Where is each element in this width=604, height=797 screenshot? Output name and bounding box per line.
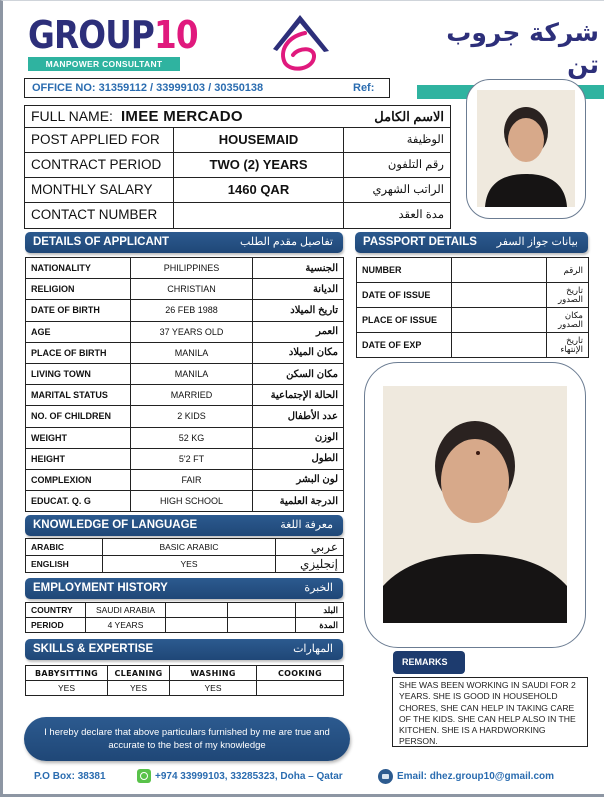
row-label-ar: إنجليزي: [276, 556, 344, 573]
po-box: P.O Box: 38381: [34, 771, 106, 782]
row-label: NUMBER: [357, 258, 452, 283]
employment-row: [26, 618, 344, 633]
declaration-banner: I hereby declare that above particulars furnished by me are true and accurate to the best of my knowledge: [24, 717, 350, 761]
row-value: YES: [103, 556, 276, 573]
group10-logo: [28, 13, 198, 71]
row-value: SAUDI ARABIA: [86, 603, 166, 618]
row-label-ar: الديانة: [253, 279, 344, 300]
row-label-ar: البلد: [296, 603, 344, 618]
skill-header: CLEANING: [108, 666, 170, 681]
details-section-header: DETAILS OF APPLICANT تفاصيل مقدم الطلب: [25, 232, 343, 253]
passport-row: [357, 308, 589, 333]
row-label-ar: الحالة الإجتماعية: [253, 385, 344, 406]
applicant-photo-large: [383, 386, 567, 623]
row-label-ar: تاريخ الصدور: [547, 283, 589, 308]
row-value: [166, 618, 228, 633]
row-label-ar: المدة: [296, 618, 344, 633]
remarks-text: SHE WAS BEEN WORKING IN SAUDI FOR 2 YEARS. SHE IS GOOD IN HOUSEHOLD CHORES, SHE CAN HELP IN TAKING CARE OF THE KIDS. SHE CAN HELP ALSO IN THE KITCHEN. SHE IS A HARDWORKING PERSON.: [392, 677, 588, 747]
language-table: [25, 538, 344, 573]
details-row: [26, 448, 344, 469]
row-value: PHILIPPINES: [131, 258, 253, 279]
passport-row: [357, 258, 589, 283]
row-label-ar: عربي: [276, 539, 344, 556]
row-label: NO. OF CHILDREN: [26, 406, 131, 427]
row-label: LIVING TOWN: [26, 363, 131, 384]
passport-row: [357, 333, 589, 358]
remarks-label: REMARKS: [393, 651, 465, 674]
full-name-label: FULL NAME:: [31, 108, 113, 124]
row-label: DATE OF BIRTH: [26, 300, 131, 321]
details-row: [26, 363, 344, 384]
skills-section-header: SKILLS & EXPERTISE المهارات: [25, 639, 343, 660]
applicant-photo-small: [477, 90, 575, 207]
employment-section-header: EMPLOYMENT HISTORY الخبرة: [25, 578, 343, 599]
skill-header: WASHING: [170, 666, 257, 681]
passport-table: [356, 257, 589, 358]
row-value: [452, 283, 547, 308]
details-row: [26, 342, 344, 363]
row-value: [452, 308, 547, 333]
details-row: [26, 385, 344, 406]
skill-header: COOKING: [257, 666, 344, 681]
row-label: RELIGION: [26, 279, 131, 300]
employment-table: [25, 602, 344, 633]
details-row: [26, 258, 344, 279]
row-value: MARRIED: [131, 385, 253, 406]
row-label: PERIOD: [26, 618, 86, 633]
office-numbers: OFFICE NO: 31359112 / 33999103 / 30350138: [32, 82, 264, 94]
row-label-ar: العمر: [253, 321, 344, 342]
details-row: [26, 279, 344, 300]
row-label: AGE: [26, 321, 131, 342]
passport-section-header: PASSPORT DETAILS بيانات جواز السفر: [355, 232, 588, 253]
row-label: DATE OF ISSUE: [357, 283, 452, 308]
row-value: HIGH SCHOOL: [131, 491, 253, 512]
footer-email[interactable]: Email: dhez.group10@gmail.com: [397, 771, 555, 782]
row-value: [166, 603, 228, 618]
language-row: [26, 539, 344, 556]
row-value: [228, 603, 296, 618]
footer: [3, 769, 604, 787]
row-label-ar: مكان الصدور: [547, 308, 589, 333]
skill-value: YES: [170, 681, 257, 696]
row-label: WEIGHT: [26, 427, 131, 448]
details-row: [26, 491, 344, 512]
row-label-ar: الطول: [253, 448, 344, 469]
skills-value-row: [26, 681, 344, 696]
row-label-ar: تاريخ الإنتهاء: [547, 333, 589, 358]
arabic-company-name: شركة جروب تن: [446, 18, 599, 79]
row-label: COMPLEXION: [26, 469, 131, 490]
row-label-ar: الوزن: [253, 427, 344, 448]
ref-label: Ref:: [353, 82, 375, 94]
row-label: PLACE OF ISSUE: [357, 308, 452, 333]
office-numbers-bar: [24, 78, 390, 98]
company-emblem-icon: [265, 11, 335, 73]
details-row: [26, 321, 344, 342]
row-label-ar: مكان السكن: [253, 363, 344, 384]
language-section-header: KNOWLEDGE OF LANGUAGE معرفة اللغة: [25, 515, 343, 536]
row-label: COUNTRY: [26, 603, 86, 618]
employment-row: [26, 603, 344, 618]
row-label-ar: تاريخ الميلاد: [253, 300, 344, 321]
logo-tagline: MANPOWER CONSULTANT: [28, 57, 180, 71]
row-value: 5'2 FT: [131, 448, 253, 469]
row-label-ar: عدد الأطفال: [253, 406, 344, 427]
passport-row: [357, 283, 589, 308]
skill-header: BABYSITTING: [26, 666, 108, 681]
skills-header-row: [26, 666, 344, 681]
row-value: MANILA: [131, 363, 253, 384]
row-label-ar: مكان الميلاد: [253, 342, 344, 363]
row-label: ARABIC: [26, 539, 103, 556]
info-row-contract: CONTRACT PERIOD TWO (2) YEARS رقم التلفون: [25, 153, 450, 178]
whatsapp-icon: [137, 769, 151, 783]
details-row: [26, 406, 344, 427]
row-value: 37 YEARS OLD: [131, 321, 253, 342]
applicant-summary: [24, 105, 451, 229]
full-name-value: IMEE MERCADO: [120, 108, 243, 125]
row-label-ar: الرقم: [547, 258, 589, 283]
row-label: MARITAL STATUS: [26, 385, 131, 406]
info-row-salary: MONTHLY SALARY 1460 QAR الراتب الشهري: [25, 178, 450, 203]
row-value: CHRISTIAN: [131, 279, 253, 300]
row-value: FAIR: [131, 469, 253, 490]
language-row: [26, 556, 344, 573]
row-value: 2 KIDS: [131, 406, 253, 427]
row-value: 4 YEARS: [86, 618, 166, 633]
row-label-ar: الدرجة العلمية: [253, 491, 344, 512]
skill-value: YES: [26, 681, 108, 696]
details-table: [25, 257, 344, 512]
row-label: DATE OF EXP: [357, 333, 452, 358]
row-label-ar: الجنسية: [253, 258, 344, 279]
details-row: [26, 300, 344, 321]
info-row-contact: CONTACT NUMBER مدة العقد: [25, 203, 450, 228]
details-row: [26, 427, 344, 448]
row-label: ENGLISH: [26, 556, 103, 573]
row-label: EDUCAT. Q. G: [26, 491, 131, 512]
details-row: [26, 469, 344, 490]
skill-value: YES: [108, 681, 170, 696]
skill-value: [257, 681, 344, 696]
row-value: [228, 618, 296, 633]
row-value: 26 FEB 1988: [131, 300, 253, 321]
footer-phone: +974 33999103, 33285323, Doha – Qatar: [155, 771, 343, 782]
row-value: BASIC ARABIC: [103, 539, 276, 556]
row-value: MANILA: [131, 342, 253, 363]
row-value: [452, 258, 547, 283]
row-label-ar: لون البشر: [253, 469, 344, 490]
email-icon: [378, 769, 393, 784]
full-name-label-ar: الاسم الكامل: [374, 109, 444, 124]
logo-wordmark: GROUP10: [28, 13, 198, 57]
row-value: 52 KG: [131, 427, 253, 448]
row-label: NATIONALITY: [26, 258, 131, 279]
skills-table: [25, 665, 344, 696]
info-row-post: POST APPLIED FOR HOUSEMAID الوظيفة: [25, 128, 450, 153]
row-value: [452, 333, 547, 358]
full-name-row: [25, 106, 450, 128]
row-label: HEIGHT: [26, 448, 131, 469]
row-label: PLACE OF BIRTH: [26, 342, 131, 363]
